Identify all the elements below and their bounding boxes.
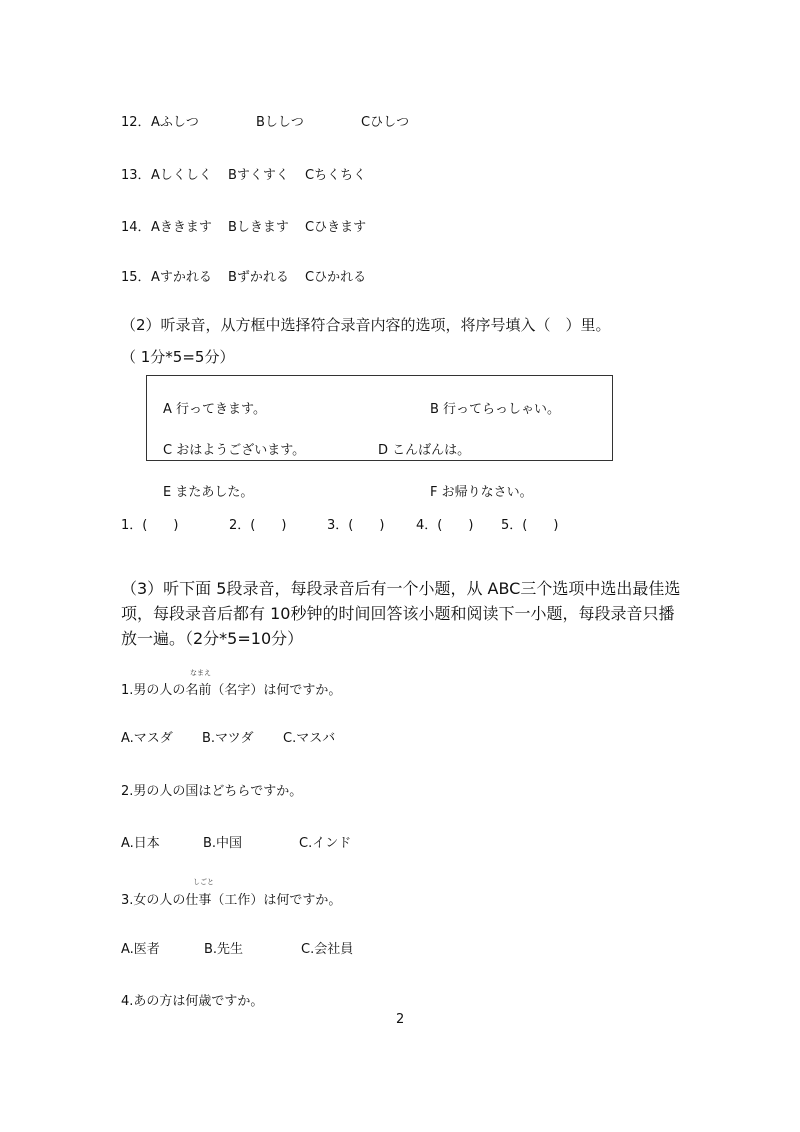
- part3-instruction-line2: 项，每段录音后都有 10秒钟的时间回答该小题和阅读下一小题，每段录音只播: [121, 604, 675, 623]
- item-number: 13．: [121, 168, 151, 183]
- question-2: 2.男の人の国はどちらですか。: [121, 784, 303, 799]
- box-option-d: D こんばんは。: [378, 443, 471, 458]
- q1-option-b: B.マツダ: [202, 731, 254, 746]
- box-option-c: C おはようございます。: [163, 443, 306, 458]
- q2-option-b: B.中国: [203, 836, 243, 851]
- part2-score: （ 1分*5=5分）: [121, 348, 235, 366]
- box-option-a: A 行ってきます。: [163, 402, 266, 417]
- item-number: 14．: [121, 220, 151, 235]
- part2-instruction: （2）听录音，从方框中选择符合录音内容的选项，将序号填入（ ）里。: [121, 316, 611, 334]
- q3-option-b: B.先生: [204, 942, 244, 957]
- option-a: Aふしつ: [151, 115, 199, 130]
- q2-option-c: C.インド: [299, 836, 352, 851]
- answer-blank-2: 2．( ): [229, 518, 287, 533]
- question-4: 4.あの方は何歳ですか。: [121, 994, 264, 1009]
- option-a: Aしくしく: [151, 168, 212, 183]
- q3-option-a: A.医者: [121, 942, 160, 957]
- option-b: Bずかれる: [228, 270, 289, 285]
- answer-blank-5: 5．( ): [501, 518, 559, 533]
- q3-option-c: C.会社員: [301, 942, 354, 957]
- q2-option-a: A.日本: [121, 836, 160, 851]
- option-c: Cちくちく: [305, 168, 367, 183]
- answer-blank-1: 1．( ): [121, 518, 179, 533]
- option-e: E またあした。: [163, 485, 254, 500]
- question-1: 1.男の人の名前（名字）は何ですか。: [121, 683, 342, 698]
- option-a: Aすかれる: [151, 270, 212, 285]
- option-c: Cひきます: [305, 220, 367, 235]
- furigana: しごと: [193, 878, 214, 886]
- option-c: Cひかれる: [305, 270, 367, 285]
- box-option-b: B 行ってらっしゃい。: [430, 402, 561, 417]
- option-f: F お帰りなさい。: [430, 485, 533, 500]
- option-b: Bすくすく: [228, 168, 289, 183]
- item-number: 15．: [121, 270, 151, 285]
- part3-instruction-line1: （3）听下面 5段录音，每段录音后有一个小题，从 ABC三个选项中选出最佳选: [121, 579, 681, 598]
- question-3: 3.女の人の仕事（工作）は何ですか。: [121, 893, 342, 908]
- option-c: Cひしつ: [361, 115, 410, 130]
- option-b: Bしきます: [228, 220, 289, 235]
- furigana: なまえ: [190, 669, 211, 677]
- part3-instruction-line3: 放一遍。（2分*5=10分）: [121, 629, 304, 648]
- option-b: Bししつ: [256, 115, 304, 130]
- option-a: Aききます: [151, 220, 212, 235]
- q1-option-c: C.マスバ: [283, 731, 336, 746]
- item-number: 12．: [121, 115, 151, 130]
- answer-blank-3: 3．( ): [327, 518, 385, 533]
- page-number: 2: [396, 1012, 405, 1027]
- answer-blank-4: 4．( ): [416, 518, 474, 533]
- q1-option-a: A.マスダ: [121, 731, 173, 746]
